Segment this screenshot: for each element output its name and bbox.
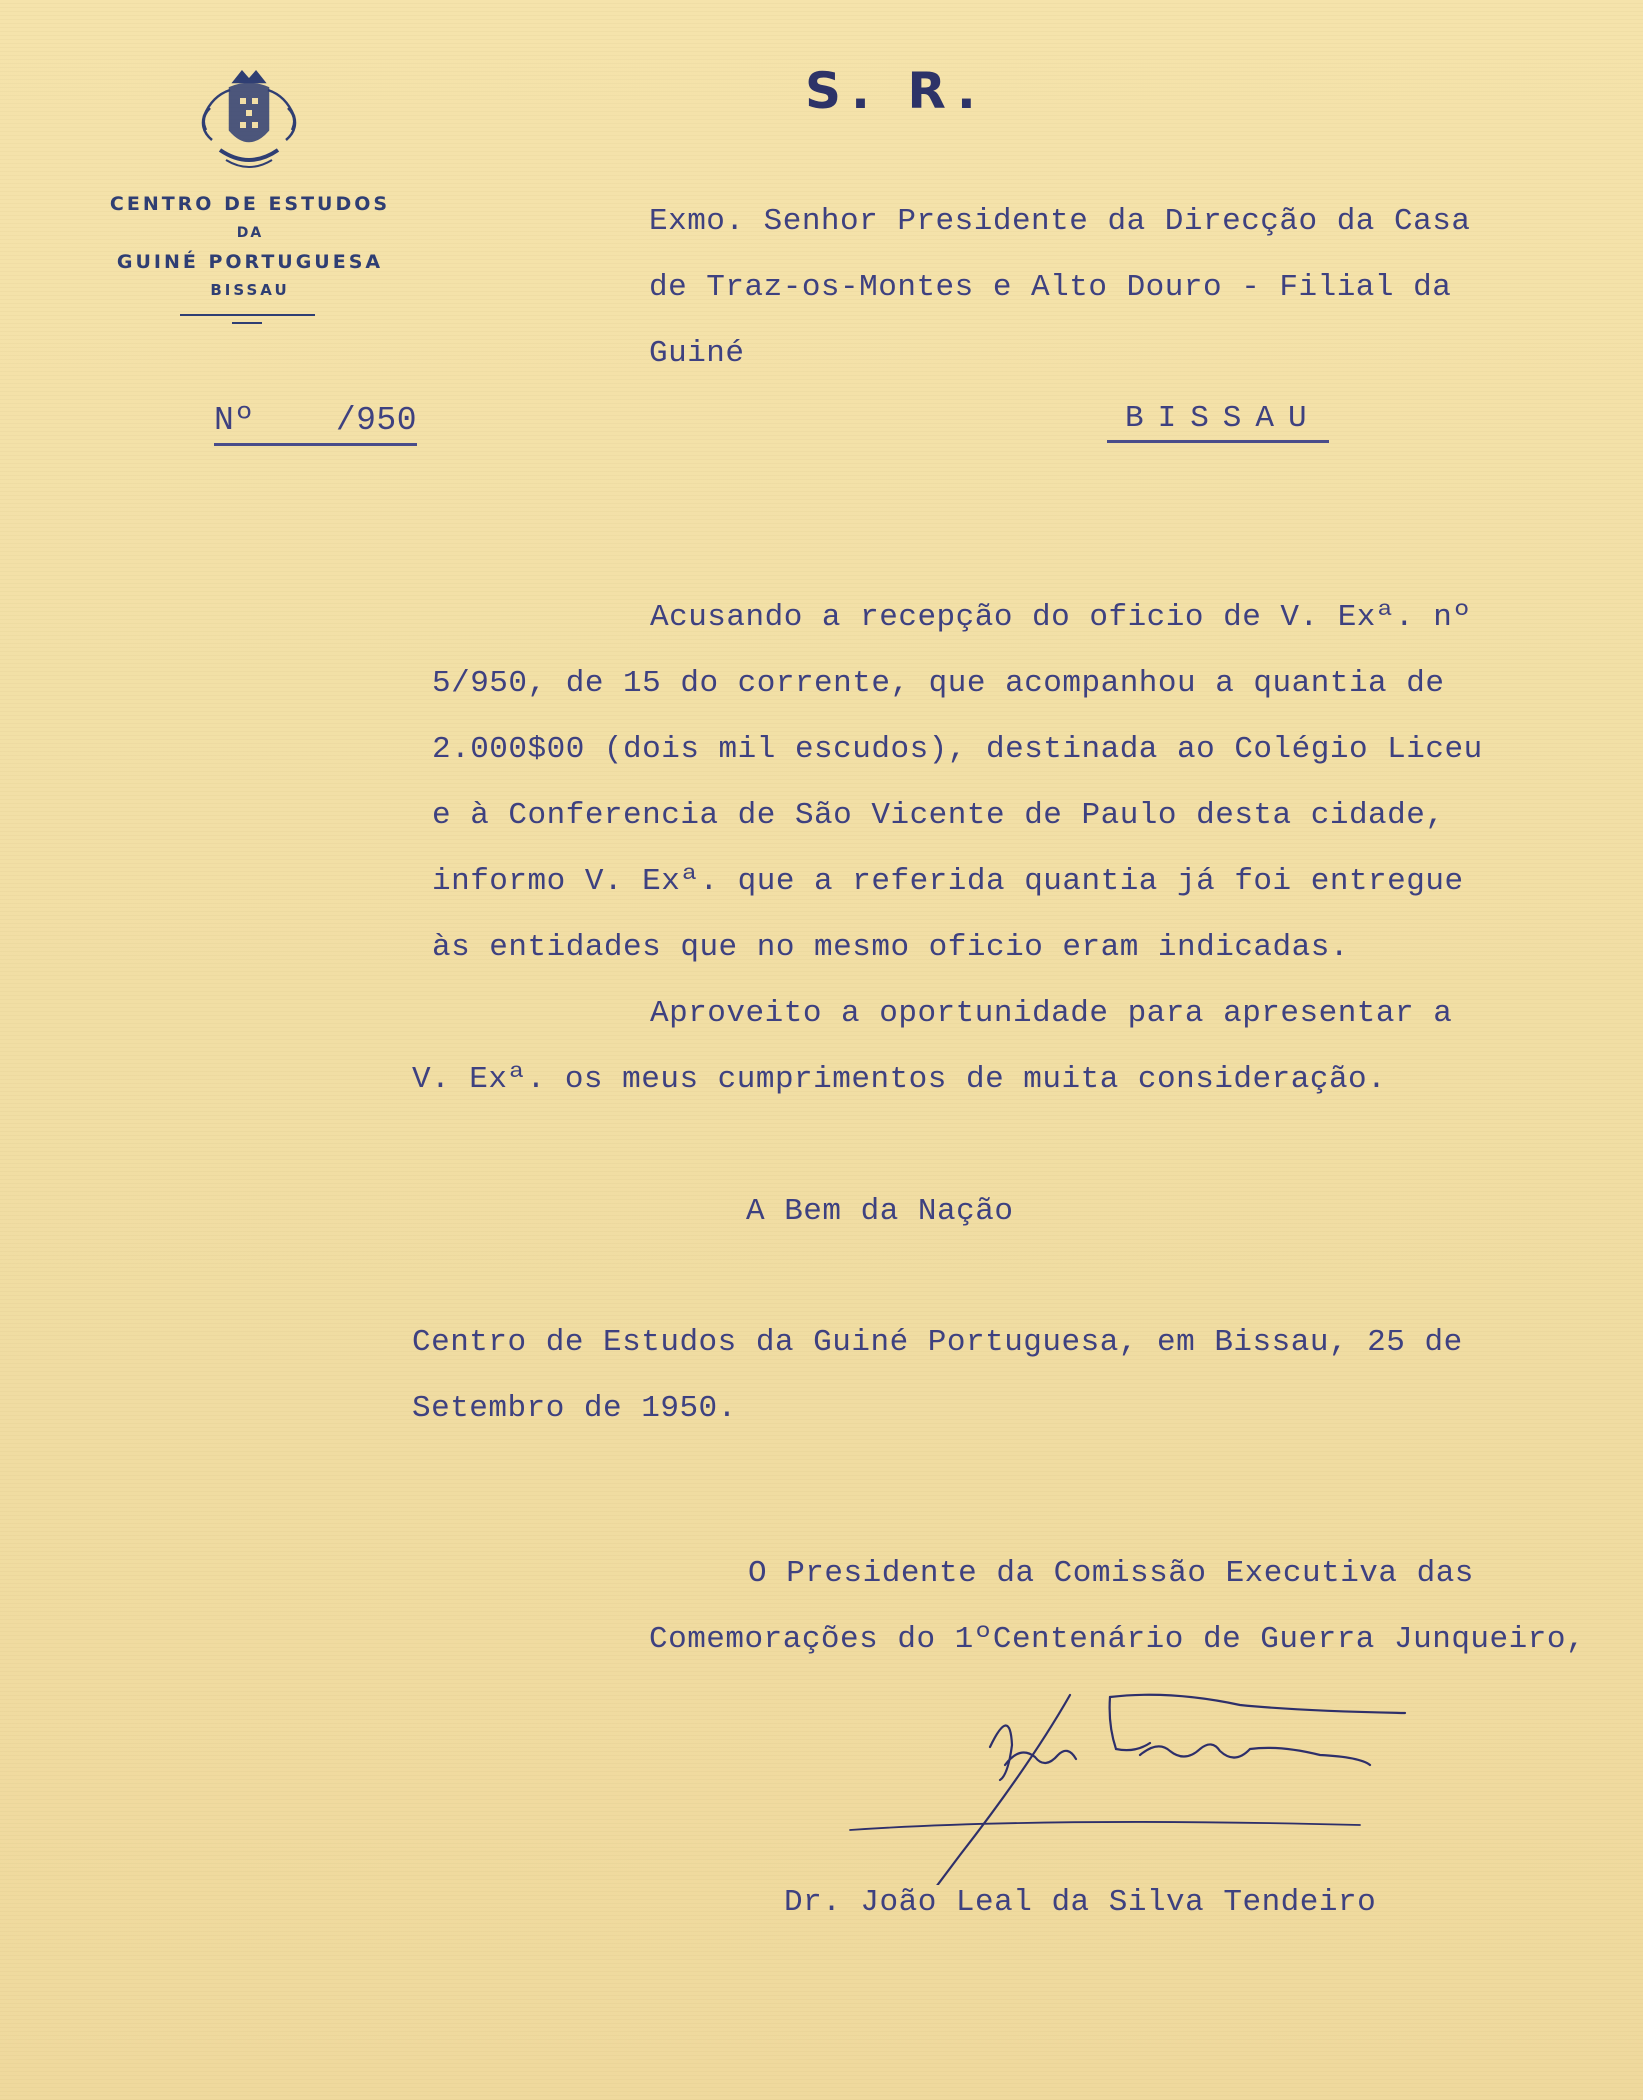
body-p1-line3: 2.000$00 (dois mil escudos), destinada ao Colégio Liceu — [432, 732, 1483, 767]
handwritten-signature — [840, 1685, 1420, 1885]
body-p1-line1: Acusando a recepção do oficio de V. Exª. nº — [650, 600, 1472, 635]
signatory-role-line1: O Presidente da Comissão Executiva das — [748, 1556, 1474, 1591]
body-p2-line2: V. Exª. os meus cumprimentos de muita consideração. — [412, 1062, 1387, 1097]
signatory-name: Dr. João Leal da Silva Tendeiro — [784, 1885, 1377, 1920]
reference-number — [214, 402, 417, 446]
address-city: BISSAU — [1107, 401, 1329, 443]
place-date-line1: Centro de Estudos da Guiné Portuguesa, em Bissau, 25 de — [412, 1325, 1463, 1360]
org-name-line1: CENTRO DE ESTUDOS — [109, 193, 391, 215]
address-line2: de Traz-os-Montes e Alto Douro - Filial da — [649, 270, 1452, 305]
signatory-role-line2: Comemorações do 1ºCentenário de Guerra Junqueiro, — [649, 1622, 1586, 1657]
body-p1-line4: e à Conferencia de São Vicente de Paulo desta cidade, — [432, 798, 1445, 833]
signature-scribble-icon — [840, 1685, 1420, 1885]
address-line3: Guiné — [649, 336, 745, 371]
place-date-line2: Setembro de 1950. — [412, 1391, 737, 1426]
header-divider — [180, 314, 315, 316]
body-p2-line1: Aproveito a oportunidade para apresentar a — [650, 996, 1453, 1031]
closing-salutation: A Bem da Nação — [746, 1194, 1014, 1229]
header-divider-small — [232, 322, 262, 324]
body-p1-line5: informo V. Exª. que a referida quantia já foi entregue — [432, 864, 1464, 899]
body-p1-line6: às entidades que no mesmo oficio eram indicadas. — [432, 930, 1349, 965]
org-name-line4: BISSAU — [210, 281, 290, 299]
coat-of-arms-emblem — [190, 68, 308, 176]
body-p1-line2: 5/950, de 15 do corrente, que acompanhou a quantia de — [432, 666, 1445, 701]
org-name-line3: GUINÉ PORTUGUESA — [116, 251, 384, 273]
reference-label: Nº — [214, 402, 255, 439]
letter-title: S. R. — [805, 62, 986, 120]
reference-value: /950 — [335, 402, 418, 439]
org-name-line2: DA — [236, 225, 264, 241]
coat-of-arms-icon — [190, 68, 308, 176]
address-line1: Exmo. Senhor Presidente da Direcção da Casa — [649, 204, 1471, 239]
